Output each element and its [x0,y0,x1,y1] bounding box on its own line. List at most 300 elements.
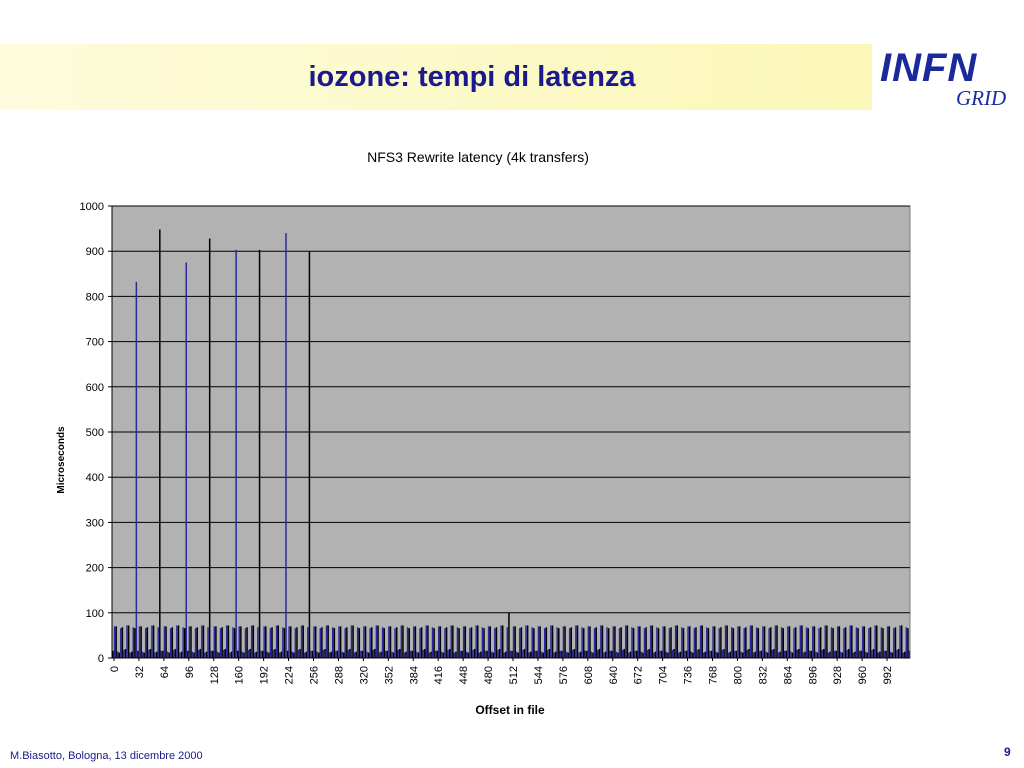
bar-blue [781,627,783,658]
bar-dark [287,651,289,658]
bar-blue [267,652,269,658]
bar-blue [563,626,565,658]
bar-blue [812,626,814,658]
bar-dark [480,652,482,658]
bar-dark [443,653,445,658]
x-tick-label: 640 [607,666,620,685]
bar-dark [599,649,601,658]
bar-dark [642,653,644,658]
bar-blue [391,652,393,658]
bar-blue [616,652,618,658]
bar-blue [270,628,272,658]
bar-blue [859,651,861,658]
bar-dark [318,653,320,658]
bar-blue [796,650,798,658]
bar-dark [175,649,177,658]
bar-dark [362,651,364,658]
bar-dark [446,627,448,658]
bar-dark [882,628,884,658]
bar-dark [243,653,245,658]
bar-blue [351,625,353,658]
bar-dark [807,628,809,658]
bar-blue [622,650,624,658]
bar-dark [140,626,142,658]
bar-dark [605,652,607,658]
bar-dark [383,628,385,658]
bar-blue [613,626,615,658]
x-tick-label: 512 [508,666,520,685]
bar-dark [645,627,647,658]
bar-dark [677,625,679,658]
bar-blue [893,628,895,658]
bar-blue [245,628,247,658]
y-tick-label: 200 [85,562,104,575]
bar-dark [673,649,675,658]
bar-dark [359,628,361,658]
bar-blue [385,651,387,658]
bar-blue [868,628,870,658]
bar-dark [131,652,133,658]
bar-blue [862,626,864,658]
bar-blue [242,652,244,658]
bar-dark [433,628,435,658]
bar-dark [374,649,376,658]
bar-dark [184,628,186,658]
bar-blue [803,653,805,658]
bar-blue [136,282,138,658]
x-tick-label: 32 [133,666,146,679]
bar-blue [413,626,415,658]
bar-blue [214,626,216,658]
bar-dark [156,652,158,658]
bar-blue [556,627,558,658]
bar-blue [341,652,343,658]
y-tick-label: 900 [85,246,104,259]
bar-dark [611,651,613,658]
bar-blue [394,628,396,658]
bar-dark [340,626,342,658]
bar-blue [204,653,206,658]
bar-blue [207,627,209,658]
bar-blue [765,652,767,658]
bar-blue [251,625,253,658]
bar-blue [684,651,686,658]
bar-dark [717,653,719,658]
bar-dark [658,628,660,658]
bar-blue [787,626,789,658]
bar-blue [282,627,284,658]
bar-dark [857,628,859,658]
bar-dark [527,625,529,658]
chart-title: NFS3 Rewrite latency (4k transfers) [367,149,589,165]
bar-dark [817,653,819,658]
bar-dark [580,652,582,658]
bar-dark [689,626,691,658]
bar-dark [421,627,423,658]
bar-blue [257,627,259,658]
bar-dark [888,626,890,658]
bar-dark [218,653,220,658]
bar-blue [656,627,658,658]
bar-blue [722,650,724,658]
bar-dark [461,651,463,658]
bar-dark [259,250,261,658]
bar-dark [246,627,248,658]
bar-dark [549,649,551,658]
bar-blue [189,626,191,658]
bar-dark [620,627,622,658]
bar-blue [728,653,730,658]
bar-dark [705,652,707,658]
bar-blue [223,650,225,658]
bar-blue [694,628,696,658]
bar-dark [271,627,273,658]
bar-dark [268,653,270,658]
logo-infn-text: INFN [880,46,978,90]
bar-dark [112,651,114,658]
bar-blue [831,627,833,658]
bar-blue [126,625,128,658]
bar-dark [667,653,669,658]
bar-dark [402,625,404,658]
bar-blue [906,627,908,658]
bar-blue [747,650,749,658]
bar-blue [429,653,431,658]
bar-blue [316,652,318,658]
bar-dark [779,652,781,658]
bar-dark [804,652,806,658]
bar-blue [179,653,181,658]
bar-dark [895,627,897,658]
bar-blue [815,652,817,658]
bar-dark [119,653,121,658]
bar-blue [678,653,680,658]
bar-blue [884,651,886,658]
bar-dark [499,649,501,658]
bar-dark [262,651,264,658]
bar-dark [511,651,513,658]
bar-dark [708,628,710,658]
bar-dark [530,652,532,658]
x-tick-label: 704 [657,666,670,685]
bar-blue [846,650,848,658]
bar-dark [312,651,314,658]
bar-dark [343,653,345,658]
bar-blue [248,650,250,658]
bar-blue [878,653,880,658]
bar-blue [659,651,661,658]
bar-blue [285,233,287,658]
bar-dark [352,625,354,658]
bar-blue [497,650,499,658]
bar-dark [754,652,756,658]
bar-blue [650,625,652,658]
bar-blue [575,625,577,658]
bar-blue [226,625,228,658]
bar-dark [761,651,763,658]
bar-dark [514,626,516,658]
bar-dark [567,653,569,658]
bar-dark [355,652,357,658]
bar-dark [552,625,554,658]
x-tick-label: 96 [183,666,196,679]
bar-blue [625,625,627,658]
bar-dark [870,627,872,658]
bar-dark [331,652,333,658]
bar-blue [837,626,839,658]
bar-dark [125,649,127,658]
bar-blue [778,653,780,658]
bar-blue [397,650,399,658]
bar-dark [848,649,850,658]
x-tick-label: 768 [707,666,720,685]
bar-blue [865,652,867,658]
x-tick-label: 192 [258,666,271,685]
bar-blue [647,650,649,658]
bar-dark [714,626,716,658]
bar-dark [427,625,429,658]
bar-blue [572,650,574,658]
x-tick-label: 960 [857,666,870,685]
bar-dark [814,626,816,658]
y-tick-label: 700 [85,336,104,349]
bar-blue [142,652,144,658]
x-tick-label: 64 [158,666,171,679]
bar-dark [458,628,460,658]
bar-dark [627,625,629,658]
bar-blue [631,627,633,658]
bar-dark [736,651,738,658]
bar-dark [595,627,597,658]
bar-dark [468,653,470,658]
x-tick-label: 864 [782,666,795,685]
bar-blue [454,653,456,658]
bar-dark [555,652,557,658]
bar-blue [672,650,674,658]
bar-blue [154,653,156,658]
bar-blue [619,628,621,658]
bar-blue [566,652,568,658]
bar-dark [561,651,563,658]
bar-dark [508,613,510,658]
bar-dark [200,649,202,658]
bar-dark [602,625,604,658]
y-tick-label: 0 [97,653,104,665]
bar-dark [278,625,280,658]
bar-blue [544,628,546,658]
bar-blue [641,652,643,658]
bar-dark [337,651,339,658]
bar-blue [853,653,855,658]
bar-blue [734,651,736,658]
bar-blue [768,628,770,658]
bar-blue [909,651,911,658]
bar-dark [864,626,866,658]
bar-blue [588,626,590,658]
bar-blue [323,650,325,658]
bar-dark [365,626,367,658]
bar-blue [491,652,493,658]
bar-dark [221,627,223,658]
bar-dark [798,649,800,658]
bar-blue [790,652,792,658]
bar-blue [828,653,830,658]
bar-blue [594,628,596,658]
bar-blue [569,628,571,658]
bar-dark [867,653,869,658]
bar-dark [782,628,784,658]
bar-blue [899,625,901,658]
bar-dark [237,651,239,658]
bar-blue [291,652,293,658]
bar-dark [764,626,766,658]
slide-title: iozone: tempi di latenza [308,61,636,93]
bar-dark [533,628,535,658]
bar-blue [669,628,671,658]
bar-dark [633,628,635,658]
bar-blue [435,651,437,658]
bar-blue [475,625,477,658]
bar-blue [201,625,203,658]
bar-blue [653,653,655,658]
bar-blue [217,652,219,658]
bar-blue [637,626,639,658]
y-tick-label: 300 [85,517,104,530]
bar-blue [232,627,234,658]
bar-dark [368,653,370,658]
bar-dark [477,625,479,658]
x-tick-label: 384 [408,666,421,685]
bar-blue [195,628,197,658]
x-tick-label: 576 [557,666,570,685]
bar-dark [686,651,688,658]
bar-blue [373,650,375,658]
x-tick-label: 352 [383,666,396,685]
bar-dark [393,653,395,658]
bar-blue [709,651,711,658]
bar-blue [123,650,125,658]
bar-dark [483,628,485,658]
bar-blue [376,625,378,658]
x-tick-label: 0 [109,666,121,673]
bar-dark [502,625,504,658]
bar-dark [399,649,401,658]
bar-blue [295,628,297,658]
bar-blue [170,628,172,658]
bar-dark [655,652,657,658]
bar-dark [876,625,878,658]
bar-blue [784,651,786,658]
x-axis-label: Offset in file [475,703,545,717]
bar-dark [695,627,697,658]
bar-blue [279,653,281,658]
bar-blue [681,627,683,658]
bar-blue [547,650,549,658]
bar-dark [829,652,831,658]
bar-blue [357,627,359,658]
bar-blue [469,628,471,658]
bar-blue [416,652,418,658]
bar-blue [369,628,371,658]
x-tick-label: 608 [582,666,595,685]
bar-blue [675,625,677,658]
bar-dark [773,649,775,658]
bar-dark [231,652,233,658]
bar-dark [346,627,348,658]
bar-dark [455,652,457,658]
bar-dark [839,626,841,658]
bar-dark [215,626,217,658]
bar-dark [842,653,844,658]
bar-blue [719,628,721,658]
bar-blue [591,652,593,658]
bar-dark [745,627,747,658]
bar-dark [380,652,382,658]
bar-dark [309,251,311,658]
bar-blue [871,650,873,658]
bar-blue [538,626,540,658]
bar-blue [263,626,265,658]
bar-dark [293,653,295,658]
bar-blue [528,653,530,658]
bar-dark [851,625,853,658]
bar-blue [800,625,802,658]
bar-blue [157,627,159,658]
bar-blue [500,625,502,658]
bar-dark [577,625,579,658]
bar-dark [873,649,875,658]
bar-blue [793,628,795,658]
bar-blue [348,650,350,658]
bar-blue [510,651,512,658]
bar-blue [148,650,150,658]
bar-dark [505,652,507,658]
bar-blue [513,626,515,658]
bar-blue [834,651,836,658]
bar-dark [820,627,822,658]
bar-dark [296,627,298,658]
bar-blue [288,626,290,658]
bar-dark [284,628,286,658]
bar-dark [574,649,576,658]
bar-blue [581,627,583,658]
bar-blue [310,651,312,658]
bar-dark [720,627,722,658]
bar-blue [301,625,303,658]
bar-dark [811,651,813,658]
logo-grid-text: GRID [956,86,1007,110]
bar-dark [767,653,769,658]
x-tick-label: 672 [632,666,645,685]
bar-blue [173,650,175,658]
bar-blue [825,625,827,658]
bar-blue [432,627,434,658]
bar-dark [489,626,491,658]
bar-dark [212,651,214,658]
bar-dark [751,625,753,658]
bar-blue [628,653,630,658]
bar-dark [832,628,834,658]
bar-blue [503,653,505,658]
bar-blue [843,628,845,658]
bar-dark [387,651,389,658]
bar-dark [415,626,417,658]
bar-blue [550,625,552,658]
bar-blue [379,653,381,658]
bar-blue [756,627,758,658]
bar-blue [519,628,521,658]
bar-dark [168,653,170,658]
